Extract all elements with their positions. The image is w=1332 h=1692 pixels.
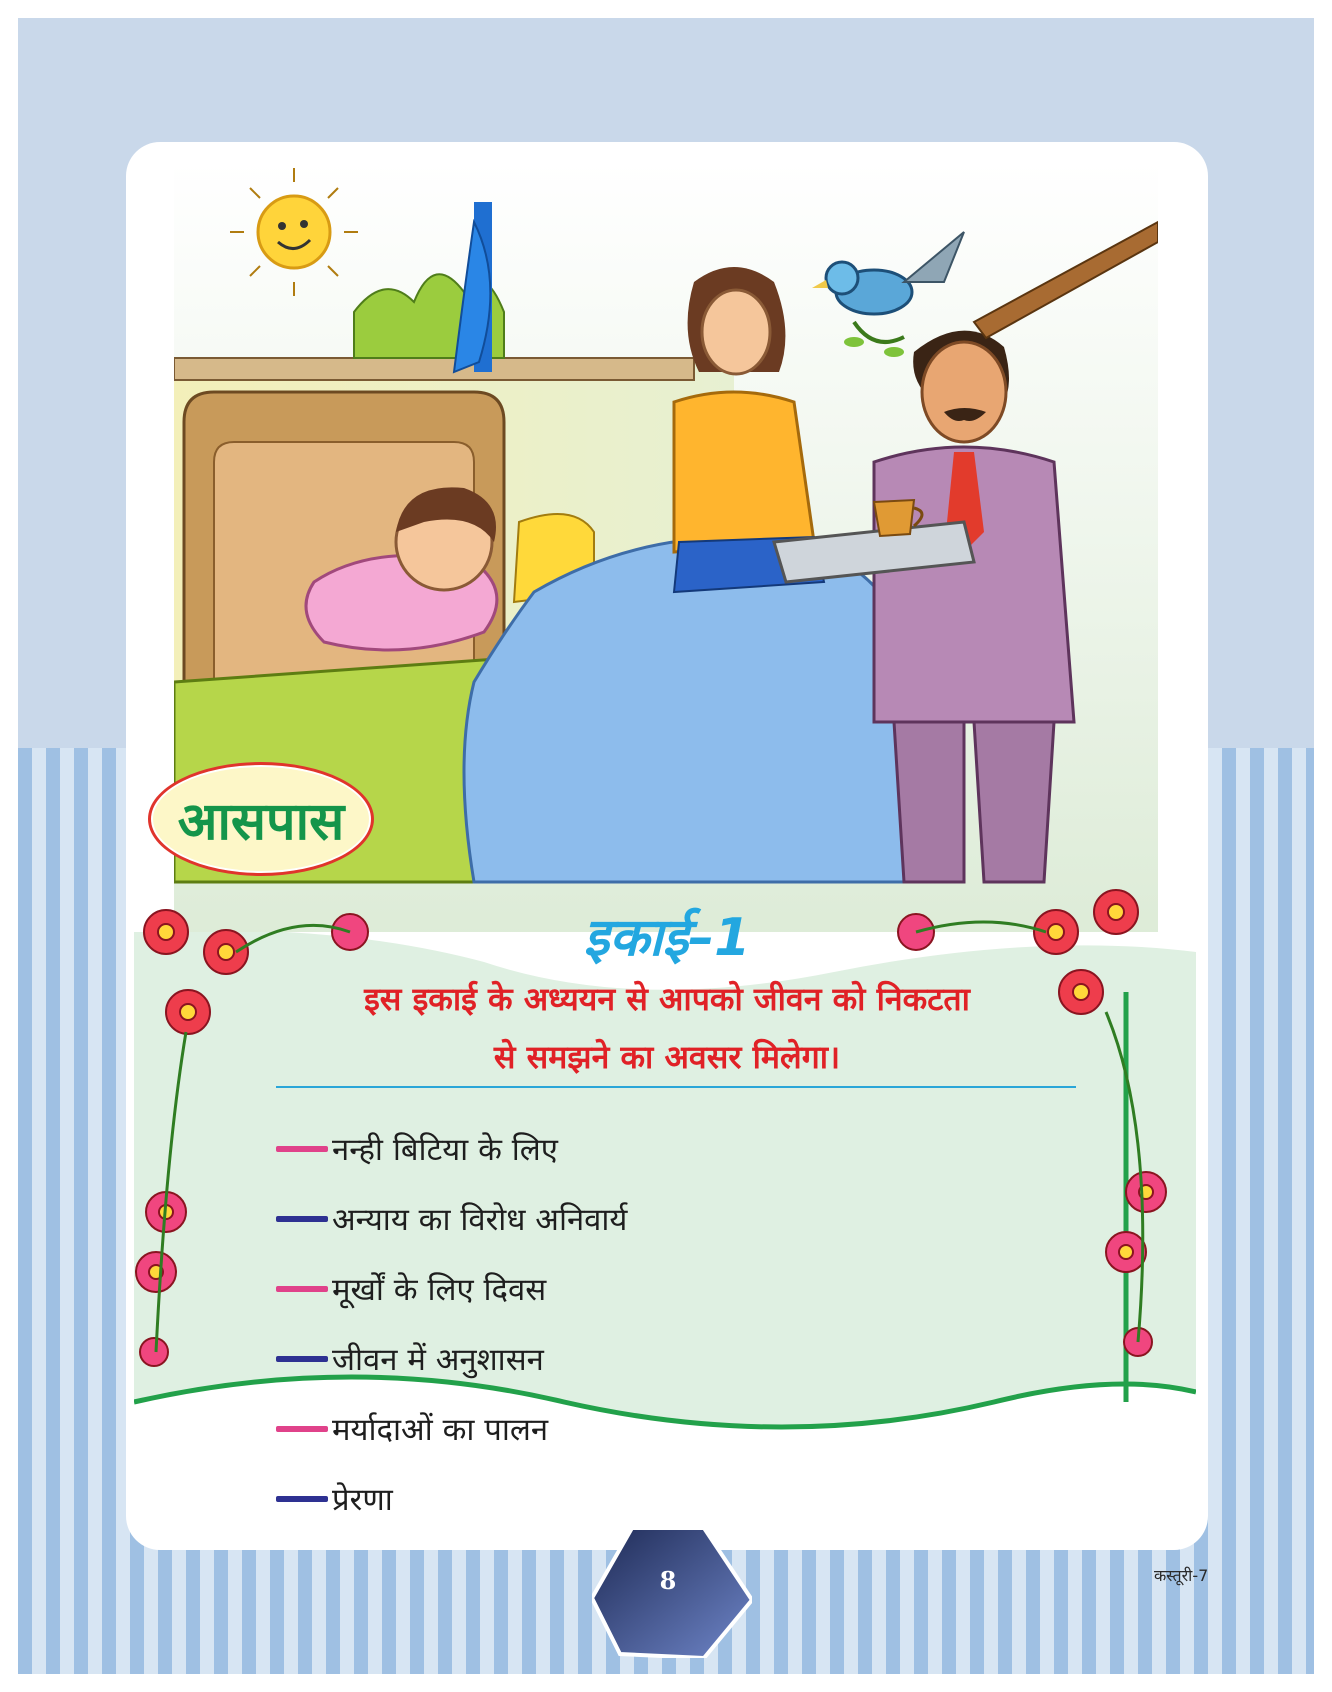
bullet-dash-icon — [276, 1426, 328, 1432]
list-item — [276, 1254, 976, 1324]
intro-line-2: से समझने का अवसर मिलेगा। — [493, 1038, 841, 1076]
section-badge: आसपास — [148, 762, 374, 876]
intro-line-1: इस इकाई के अध्ययन से आपको जीवन को निकटता — [364, 980, 970, 1018]
content-card — [126, 142, 1208, 1550]
topic-label: नन्ही बिटिया के लिए — [332, 1132, 558, 1168]
bullet-dash-icon — [276, 1496, 328, 1502]
list-item — [276, 1324, 976, 1394]
bullet-dash-icon — [276, 1286, 328, 1292]
unit-title: इकाई–1 — [583, 908, 751, 968]
topic-label: अन्याय का विरोध अनिवार्य — [332, 1202, 628, 1238]
list-item — [276, 1114, 976, 1184]
topic-list — [276, 1114, 976, 1534]
list-item — [276, 1184, 976, 1254]
list-item — [276, 1464, 976, 1534]
topic-label: मूर्खों के लिए दिवस — [332, 1272, 547, 1308]
bullet-dash-icon — [276, 1216, 328, 1222]
book-label: कस्तूरी-7 — [1154, 1566, 1209, 1585]
bullet-dash-icon — [276, 1356, 328, 1362]
bullet-dash-icon — [276, 1146, 328, 1152]
list-item — [276, 1394, 976, 1464]
divider-line — [276, 1086, 1076, 1088]
topic-label: मर्यादाओं का पालन — [332, 1412, 549, 1448]
topic-label: जीवन में अनुशासन — [332, 1342, 544, 1378]
unit-intro — [256, 970, 1078, 1086]
page-frame — [18, 18, 1314, 1674]
page-number: 8 — [659, 1566, 677, 1595]
topic-label: प्रेरणा — [332, 1482, 393, 1518]
